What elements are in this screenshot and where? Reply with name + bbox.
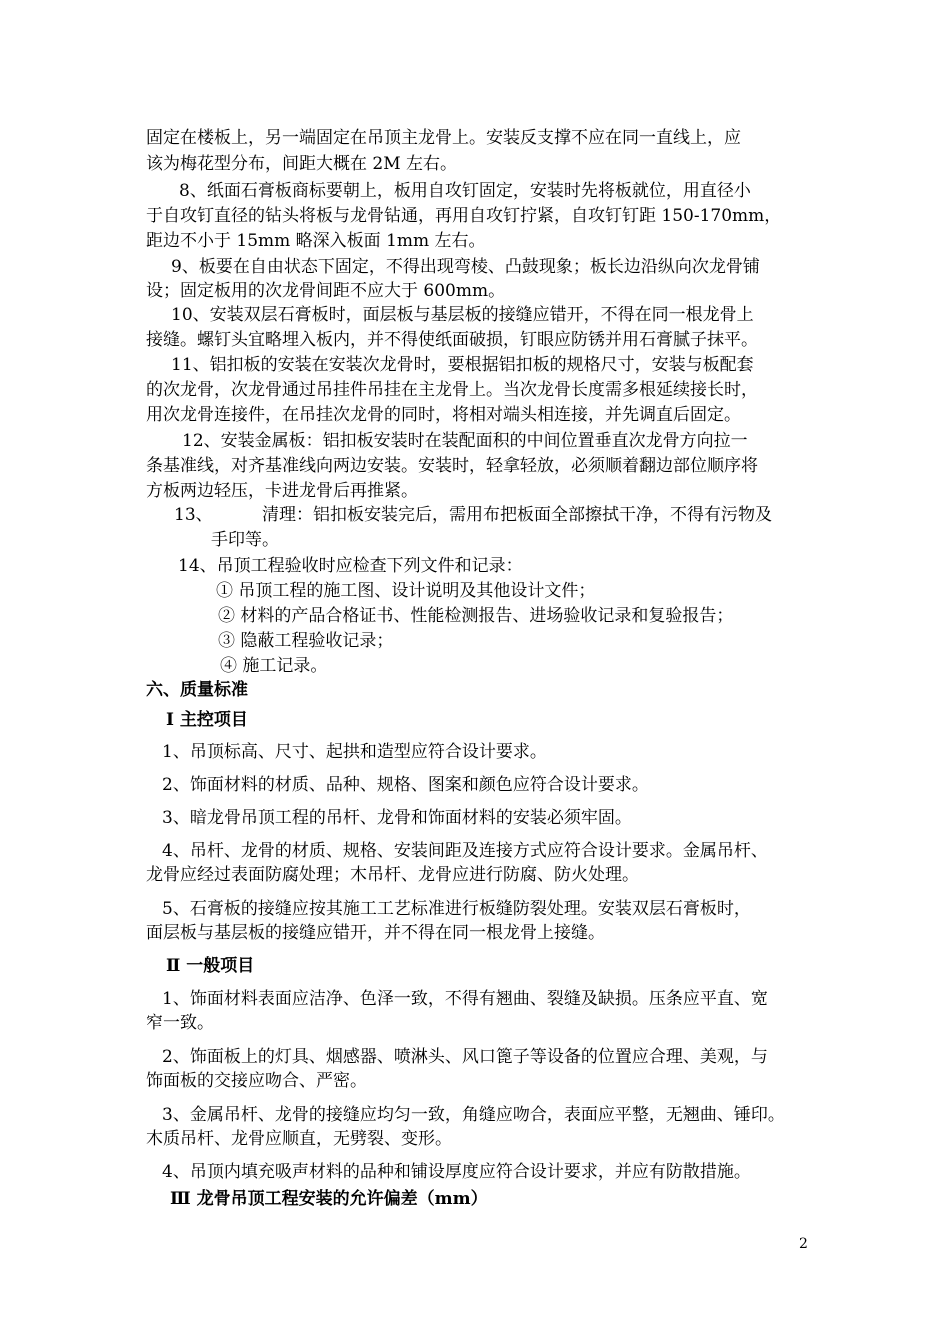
text-line: 2、饰面材料的材质、品种、规格、图案和颜色应符合设计要求。 — [162, 775, 649, 795]
text-line: 4、吊杆、龙骨的材质、规格、安装间距及连接方式应符合设计要求。金属吊杆、 — [162, 841, 768, 861]
text-line: 14、吊顶工程验收时应检查下列文件和记录： — [178, 556, 523, 576]
text-line: 于自攻钉直径的钻头将板与龙骨钻通，再用自攻钉拧紧，自攻钉钉距 150-170mm， — [146, 206, 782, 226]
text-line: 木质吊杆、龙骨应顺直，无劈裂、变形。 — [146, 1129, 452, 1149]
table-caption: Ⅲ 龙骨吊顶工程安装的允许偏差（mm） — [170, 1189, 488, 1209]
text-line: 的次龙骨，次龙骨通过吊挂件吊挂在主龙骨上。当次龙骨长度需多根延续接长时， — [146, 380, 758, 400]
text-line: 10、安装双层石膏板时，面层板与基层板的接缝应错开，不得在同一根龙骨上 — [171, 305, 754, 325]
list-item: ② 材料的产品合格证书、性能检测报告、进场验收记录和复验报告； — [218, 606, 734, 626]
text-line: 5、石膏板的接缝应按其施工工艺标准进行板缝防裂处理。安装双层石膏板时， — [162, 899, 751, 919]
text-line: 方板两边轻压，卡进龙骨后再推紧。 — [146, 481, 418, 501]
text-line: 9、板要在自由状态下固定，不得出现弯棱、凸鼓现象；板长边沿纵向次龙骨铺 — [171, 257, 760, 277]
text-line: 4、吊顶内填充吸声材料的品种和铺设厚度应符合设计要求，并应有防散措施。 — [162, 1162, 751, 1182]
text-line: 面层板与基层板的接缝应错开，并不得在同一根龙骨上接缝。 — [146, 923, 605, 943]
text-line: 3、金属吊杆、龙骨的接缝应均匀一致，角缝应吻合，表面应平整，无翘曲、锤印。 — [162, 1105, 785, 1125]
text-line: 12、安装金属板：铝扣板安装时在装配面积的中间位置垂直次龙骨方向拉一 — [182, 431, 748, 451]
text-line: 手印等。 — [211, 530, 279, 550]
text-line: 用次龙骨连接件，在吊挂次龙骨的同时，将相对端头相连接，并先调直后固定。 — [146, 405, 741, 425]
list-number: 13、 — [174, 505, 213, 525]
text-line: 距边不小于 15mm 略深入板面 1mm 左右。 — [146, 231, 486, 251]
text-line: 固定在楼板上，另一端固定在吊顶主龙骨上。安装反支撑不应在同一直线上，应 — [146, 128, 741, 148]
subsection-heading: Ⅰ 主控项目 — [166, 710, 248, 730]
subsection-heading: Ⅱ 一般项目 — [166, 956, 255, 976]
text-line: 接缝。螺钉头宜略埋入板内，并不得使纸面破损，钉眼应防锈并用石膏腻子抹平。 — [146, 330, 758, 350]
list-item: ③ 隐蔽工程验收记录； — [218, 631, 394, 651]
text-line: 该为梅花型分布，间距大概在 2M 左右。 — [146, 154, 458, 174]
text-line: 3、暗龙骨吊顶工程的吊杆、龙骨和饰面材料的安装必须牢固。 — [162, 808, 632, 828]
text-line: 窄一致。 — [146, 1013, 214, 1033]
text-line: 龙骨应经过表面防腐处理；木吊杆、龙骨应进行防腐、防火处理。 — [146, 865, 639, 885]
text-line: 清理：铝扣板安装完后，需用布把板面全部擦拭干净，不得有污物及 — [262, 505, 772, 525]
text-line: 8、纸面石膏板商标要朝上，板用自攻钉固定，安装时先将板就位，用直径小 — [179, 181, 751, 201]
section-heading: 六、质量标准 — [146, 680, 248, 700]
text-line: 饰面板的交接应吻合、严密。 — [146, 1071, 367, 1091]
text-line: 1、饰面材料表面应洁净、色泽一致，不得有翘曲、裂缝及缺损。压条应平直、宽 — [162, 989, 768, 1009]
page-number: 2 — [799, 1236, 808, 1252]
text-line: 2、饰面板上的灯具、烟感器、喷淋头、风口篦子等设备的位置应合理、美观，与 — [162, 1047, 768, 1067]
text-line: 1、吊顶标高、尺寸、起拱和造型应符合设计要求。 — [162, 742, 547, 762]
text-line: 条基准线，对齐基准线向两边安装。安装时，轻拿轻放，必须顺着翻边部位顺序将 — [146, 456, 758, 476]
text-line: 11、铝扣板的安装在安装次龙骨时，要根据铝扣板的规格尺寸，安装与板配套 — [171, 355, 754, 375]
text-line: 设；固定板用的次龙骨间距不应大于 600mm。 — [146, 281, 506, 301]
list-item: ④ 施工记录。 — [220, 656, 328, 676]
list-item: ① 吊顶工程的施工图、设计说明及其他设计文件； — [216, 581, 596, 601]
